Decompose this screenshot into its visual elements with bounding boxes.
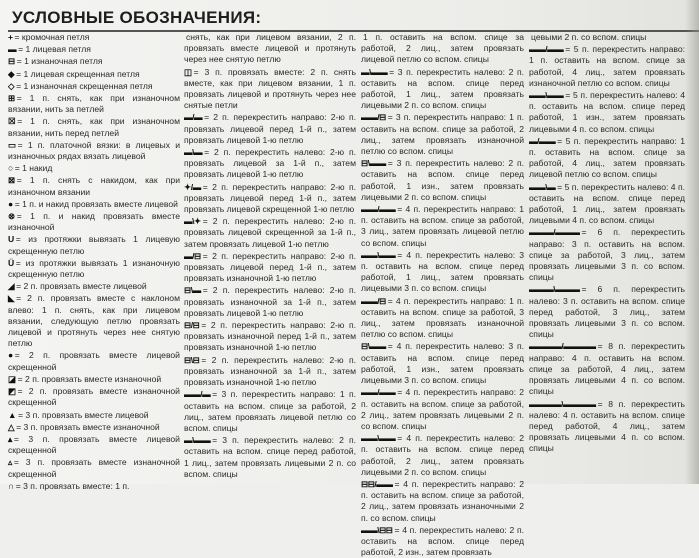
stitch-symbol-icon: ▬/▬ [184,112,203,123]
stitch-symbol-icon: ▬▬/⊟ [361,112,386,123]
legend-entry-text: = 5 п. перекрестить направо: 1 п. оставить на вспом. спице за работой, 4 лиц., затем провязать изнаночной петлю со вспом. спицы [529,44,685,88]
stitch-symbol-icon: ⊞ [8,93,15,104]
legend-entry-text: = кромочная петля [14,32,90,42]
stitch-symbol-icon: ▬▬\▬▬ [361,433,396,444]
legend-entry-text: = 2 п. перекрестить направо: 2-ю п. провязать лицевой перед 1-й п., затем провязать лицевой скрещенной 1-ю петлю [184,181,356,215]
legend-entry-text: = 2 п. перекрестить налево: 2-ю п. провязать изнаночной за 1-й п., затем провязать изнаночной 1-ю петлю [184,354,356,388]
legend-entry-text: = 4 п. перекрестить налево: 2 п. оставить на вспом. спице перед работой, 2 лиц., затем провязать лицевыми 2 п. со вспом. спицы [361,433,524,477]
legend-entry [361,204,524,249]
stitch-symbol-icon: ▵ [8,457,12,468]
legend-entry-text: = из протяжки вывязать 1 изнаночную скрещенную петлю [8,257,180,280]
legend-entry-text: = 1 п. и накид провязать вместе изнаночной [8,211,180,233]
legend-entry-text: = 4 п. перекрестить налево: 3 п. оставить на вспом. спице перед работой, 1 изн., затем провязать лицевыми 3 п. со вспом. спицы [361,341,524,386]
legend-entry-text: = 2 п. провязать вместе изнаночной скрещенной [8,386,180,408]
stitch-symbol-icon: ▬▬\⊟⊟ [361,524,393,535]
stitch-symbol-icon: Ü [8,257,14,268]
page-fold-shadow [685,0,699,484]
stitch-symbol-icon: ⊟\▬ [184,285,201,296]
legend-entry-text: = 8 п. перекрестить направо: 4 п. оставить на вспом. спице за работой, 4 лиц., затем провязать лицевыми 4 п. со вспом. спицы [529,341,685,397]
legend-entry [8,234,180,256]
legend-entry-text: = 3 п. провязать вместе: 1 п. [15,480,130,491]
legend-entry-text: = 4 п. перекрестить направо: 2 п. оставить на вспом. спице за работой, 2 лиц., затем провязать изнаночными 2 п. со вспом. спицы [361,478,524,523]
legend-entry-text: = 2 п. провязать вместе лицевой скрещенной [8,350,180,372]
legend-entry [529,399,685,455]
legend-entry-text: = 3 п. перекрестить налево: 2 п. оставить на вспом. спице перед работой, 1 лиц., затем провязать лицевыми 2 п. со вспом. спицы [184,435,356,479]
legend-entry [184,32,356,66]
legend-entry-text: = 1 накид [14,163,53,174]
legend-entry [8,211,180,233]
legend-entry [184,112,356,146]
stitch-symbol-icon: ▬▬/▬ [184,389,211,400]
stitch-symbol-icon: ▬▬\▬▬ [529,90,564,101]
stitch-symbol-icon: + [8,32,13,42]
legend-entry-text: = 2 п. провязать вместе с наклоном влево: 1 п. снять, как при лицевом вязании, следующую петлю провязать лицевой и протянуть через нее снятую петлю [8,293,180,349]
legend-entry [361,32,524,66]
stitch-symbol-icon: ▬\▬▬ [184,435,211,446]
legend-entry [529,44,685,89]
stitch-symbol-icon: ▬▬/⊟ [361,295,386,306]
legend-entry-text: = из протяжки вывязать 1 лицевую скрещенную петлю [8,234,180,256]
legend-entry [361,67,524,112]
legend-entry-text: снять, как при лицевом вязании, 2 п. провязать вместе лицевой и протянуть через нее снятую петлю [184,32,356,65]
stitch-symbol-icon: ▬\▬ [184,147,203,158]
stitch-symbol-icon: ⊟/⊟ [184,320,200,331]
legend-entry-text: = 4 п. перекрестить налево: 3 п. оставить на вспом. спице перед работой, 1 лиц., затем провязать лицевыми 3 п. со вспом. спицы [361,249,524,294]
stitch-symbol-icon: ▬▬\▬ [529,181,556,192]
legend-entry [8,422,180,433]
stitch-symbol-icon: ◇ [8,80,15,91]
legend-entry [184,320,356,354]
legend-entry [184,389,356,434]
legend-entry-text: = 2 п. перекрестить направо: 2-ю п. провязать лицевой перед 1-й п., затем провязать лицевой 1-ю петлю [184,112,356,145]
legend-entry [8,163,180,174]
legend-entry [361,525,524,558]
stitch-symbol-icon: ⊗ [8,211,15,222]
stitch-symbol-icon: ▬\▬▬ [361,66,388,77]
legend-entry-text: = 4 п. перекрестить налево: 2 п. оставить на вспом. спице перед работой, 2 изн., затем провязать [361,524,524,558]
legend-column-4 [529,32,685,484]
legend-entry-text: = 3 п. перекрестить налево: 2 п. оставить на вспом. спице перед работой, 1 лиц., затем провязать лицевыми 2 п. со вспом. спицы [361,66,524,111]
legend-entry-text: = 2 п. перекрестить направо: 2-ю п. провязать лицевой перед 1-й п., затем провязать изнаночной 1-ю петлю [184,250,356,284]
stitch-symbol-icon: ○ [8,163,13,174]
legend-entry-text: = 6 п. перекрестить направо: 3 п. оставить на вспом. спице за работой, 3 лиц., затем провязать лицевыми 3 п. со вспом. спицы [529,227,685,283]
legend-column-2 [184,32,356,484]
stitch-symbol-icon: ▴ [8,433,12,444]
stitch-symbol-icon: ▬▬\▬▬ [361,249,396,260]
legend-entry-text: = 4 п. перекрестить направо: 1 п. оставить на вспом. спице за работой, 3 лиц., затем провязать изнаночной петлю со вспом. спицы [361,295,524,340]
stitch-symbol-icon: ▬/▬▬ [529,135,556,146]
legend-entry-text: = 4 п. перекрестить направо: 2 п. оставить на вспом. спице за работой, 2 лиц., затем провязать лицевыми 2 п. со вспом. спицы [361,387,524,431]
legend-entry [8,175,180,197]
legend-entry-text: = 2 п. провязать вместе изнаночной [17,373,162,384]
stitch-symbol-icon: ⊟\▬▬ [361,158,386,169]
stitch-symbol-icon: ▬ [8,44,17,55]
stitch-symbol-icon: ● [8,198,13,209]
page-title: УСЛОВНЫЕ ОБОЗНАЧЕНИЯ: [12,8,262,27]
legend-entry [184,285,356,319]
legend-entry [8,258,180,280]
stitch-symbol-icon: ● [8,350,13,361]
legend-entry-text: = 4 п. перекрестить направо: 1 п. оставить на вспом. спице за работой, 3 лиц., затем провязать лицевой петлю со вспом. спицы [361,204,524,248]
legend-entry [8,457,180,479]
legend-entry [8,374,180,385]
stitch-symbol-icon: ▬▬▬\▬▬▬ [529,284,580,295]
legend-entry [184,182,356,216]
legend-entry [361,296,524,341]
legend-entry [8,434,180,456]
stitch-symbol-icon: ◢ [8,281,15,292]
legend-entry [8,69,180,80]
legend-entry-text: = 3 п. провязать вместе изнаночной [16,421,160,432]
stitch-symbol-icon: ▬▬▬▬\▬▬▬▬ [529,398,596,409]
stitch-symbol-icon: ⊟\▬▬ [361,341,386,352]
legend-entry [361,341,524,386]
legend-entry [8,481,180,492]
legend-entry [529,182,685,227]
stitch-symbol-icon: ∩ [8,480,14,491]
legend-entry-text: = 2 п. провязать вместе лицевой [16,281,147,292]
stitch-symbol-icon: ◩ [8,386,16,397]
legend-entry [361,250,524,295]
legend-entry-text: = 3 п. перекрестить налево: 2 п. оставить на вспом. спице перед работой, 1 изн., затем провязать лицевыми 2 п. со вспом. спицы [361,158,524,202]
legend-entry [184,67,356,112]
legend-entry-text: = 2 п. перекрестить налево: 2-ю п. провязать лицевой скрещенной за 1-й п., затем провязать лицевой 1-ю петлю [184,216,356,249]
legend-entry [361,433,524,478]
legend-entry [8,281,180,292]
legend-entry-text: = 5 п. перекрестить налево: 4 п. оставить на вспом. спице перед работой, 1 лиц., затем провязать лицевыми 4 п. со вспом. спицы [529,181,685,226]
stitch-symbol-icon: ▲ [8,409,17,420]
stitch-symbol-icon: ⊟⊟/▬▬ [361,478,393,489]
legend-entry-text: = 2 п. перекрестить налево: 2-ю п. провязать изнаночной за 1-й п., затем провязать лицевой 1-ю петлю [184,285,356,318]
stitch-symbol-icon: ◫ [184,66,192,77]
stitch-symbol-icon: ▬▬▬/▬▬▬ [529,227,580,238]
stitch-symbol-icon: ▬▬▬▬/▬▬▬▬ [529,341,596,352]
stitch-symbol-icon: ▬/⊟ [184,250,201,261]
legend-entry-text: = 2 п. перекрестить налево: 2-ю п. провязать лицевой за 1-й п., затем провязать лицевой 1-ю петлю [184,147,356,180]
legend-entry-text: = 2 п. перекрестить направо: 2-ю п. провязать изнаночной перед 1-й п., затем провязать изнаночной 1-ю петлю [184,320,356,353]
legend-entry [8,350,180,372]
legend-entry [184,147,356,181]
legend-entry-text: = 1 изнаночная скрещенная петля [16,80,153,91]
legend-entry [361,387,524,432]
legend-entry [361,158,524,203]
legend-entry [184,355,356,389]
legend-entry-text: = 1 лицевая петля [18,44,91,55]
legend-entry-text: = 1 п. и накид провязать вместе лицевой [14,198,178,209]
legend-entry-text: = 1 п. снять с накидом, как при изнаночном вязании [8,175,180,197]
stitch-symbol-icon: ▬▬/▬▬ [361,387,396,398]
legend-entry [8,93,180,115]
legend-entry [8,410,180,421]
stitch-symbol-icon: ▬\✦ [184,216,201,227]
legend-entry-text: цевыми 2 п. со вспом. спицы [531,32,647,42]
stitch-symbol-icon: ⊟\⊟ [184,354,200,365]
legend-entry-text: = 3 п. провязать вместе: 2 п. снять вместе, как при лицевом вязании, 1 п. провязать лицевой и протянуть через нее снятые петли [184,66,356,111]
legend-entry-text: = 1 лицевая скрещенная петля [16,68,140,79]
legend-entry-text: = 3 п. провязать вместе лицевой [18,409,149,420]
legend-entry-text: = 8 п. перекрестить налево: 4 п. оставить на вспом. спице перед работой, 4 лиц., затем провязать лицевыми 4 п. со вспом. спицы [529,398,685,454]
legend-entry-text: = 5 п. перекрестить направо: 1 п. оставить на вспом. спице за работой, 4 лиц., затем провязать лицевой петлю со вспом. спицы [529,135,685,180]
legend-entry [8,81,180,92]
legend-entry [529,90,685,135]
legend-entry [8,140,180,162]
legend-entry [8,386,180,408]
stitch-symbol-icon: ◆ [8,68,15,79]
legend-entry [8,116,180,138]
legend-entry [184,251,356,285]
legend-entry-text: = 1 изнаночная петля [16,56,103,67]
legend-entry-text: = 3 п. провязать вместе лицевой скрещенной [8,433,180,456]
legend-entry [8,293,180,349]
legend-entry-text: = 6 п. перекрестить налево: 3 п. оставить на вспом. спице перед работой, 3 лиц., затем провязать лицевыми 3 п. со вспом. спицы [529,284,685,340]
legend-entry [529,284,685,340]
legend-entry-text: = 3 п. перекрестить направо: 1 п. оставить на вспом. спице за работой, 2 лиц., затем провязать изнаночной петлю со вспом. спицы [361,112,524,157]
stitch-symbol-icon: ◪ [8,373,16,384]
legend-entry [184,435,356,480]
stitch-symbol-icon: ▭ [8,139,16,150]
stitch-symbol-icon: ⊟ [8,56,15,67]
legend-entry-text: = 1 п. платочной вязки: в лицевых и изнаночных рядах вязать лицевой [8,139,180,162]
stitch-symbol-icon: ✦/▬ [184,181,201,192]
legend-entry [529,227,685,283]
legend-entry-text: = 1 п. снять, как при изнаночном вязании, нить перед петлей [8,116,180,138]
legend-entry [184,216,356,250]
legend-entry [8,32,180,43]
legend-entry [529,32,685,43]
legend-column-1 [8,32,180,491]
legend-entry [8,44,180,55]
stitch-symbol-icon: ☒ [8,116,16,127]
stitch-symbol-icon: U [8,234,14,245]
legend-entry-text: 1 п. оставить на вспом. спице за работой, 2 лиц., затем провязать лицевой петлю со вспом. спицы [361,32,524,65]
stitch-symbol-icon: △ [8,421,15,432]
legend-entry [361,112,524,157]
stitch-symbol-icon: ◣ [8,293,15,304]
legend-entry-text: = 3 п. перекрестить направо: 1 п. оставить на вспом. спице за работой, 2 лиц., затем провязать лицевой петлю со вспом. спицы [184,389,356,433]
legend-entry-text: = 3 п. провязать вместе изнаночной скрещенной [8,457,180,479]
legend-entry-text: = 1 п. снять, как при изнаночном вязании, нить за петлей [8,93,180,115]
legend-entry-text: = 5 п. перекрестить налево: 4 п. оставить на вспом. спице перед работой, 1 изн., затем провязать лицевыми 4 п. со вспом. спицы [529,90,685,134]
stitch-symbol-icon: ▬▬/▬▬ [529,44,564,55]
legend-entry [8,56,180,67]
legend-column-3 [361,32,524,558]
stitch-symbol-icon: ⊠ [8,175,15,186]
legend-entry [8,199,180,210]
legend-entry [529,136,685,181]
legend-entry [529,341,685,397]
stitch-symbol-icon: ▬▬/▬▬ [361,204,396,215]
legend-entry [361,479,524,524]
